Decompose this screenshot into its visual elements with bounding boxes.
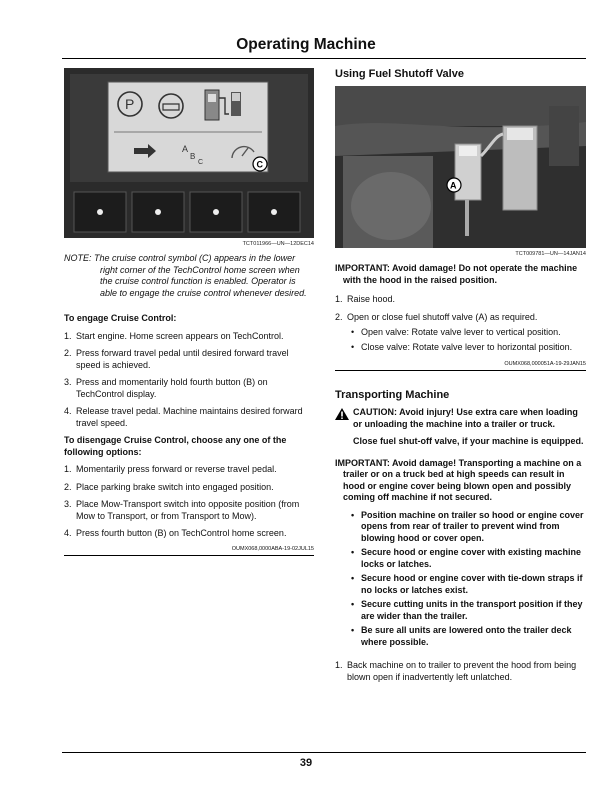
transport-heading: Transporting Machine: [335, 389, 450, 401]
disengage-steps: [64, 464, 314, 540]
list-item: 3. Press and momentarily hold fourth button (B) on TechControl display.: [64, 377, 268, 399]
list-item: 1. Raise hood.: [335, 294, 396, 304]
list-item: 1. Back machine on to trailer to prevent the hood from being blown open if inadvertently left unlatched.: [335, 660, 577, 682]
fuel-shutoff-illustration: [335, 86, 586, 248]
list-item: 4. Press fourth button (B) on TechControl home screen.: [64, 528, 287, 538]
svg-text:C: C: [198, 159, 204, 166]
list-item: • Position machine on trailer so hood or engine cover opens from rear of trailer to prevent wind from blowing hood or cover open.: [335, 510, 586, 545]
svg-text:P: P: [125, 96, 135, 112]
svg-text:B: B: [190, 152, 196, 161]
list-item: • Close valve: Rotate valve lever to horizontal position.: [335, 342, 586, 354]
page-number: 39: [299, 757, 313, 769]
cruise-control-note: NOTE: The cruise control symbol (C) appears in the lower right corner of the TechControl home screen when the cruise control function is enabled. Operator is able to engage the cruise control whenever desired.: [64, 253, 307, 298]
list-item: • Secure cutting units in the transport position if they are wider than the trailer.: [335, 599, 586, 622]
list-item: 4. Release travel pedal. Machine maintains desired forward travel speed.: [64, 406, 303, 428]
list-item: 1. Momentarily press forward or reverse travel pedal.: [64, 464, 277, 474]
header-rule: [62, 58, 586, 59]
important-transport: IMPORTANT: Avoid damage! Transporting a machine on a trailer or on a truck bed at high speeds can result in hood or engine cover being blown open and possibly coming off machine if not secured.: [335, 457, 582, 502]
techcontrol-display-figure: [64, 68, 314, 238]
list-item: 2. Place parking brake switch into engaged position.: [64, 481, 274, 492]
disengage-heading: To disengage Cruise Control, choose any one of the following options:: [64, 435, 287, 457]
reference-code: OUMX068,0000ABA-19-02JUL15: [64, 546, 314, 556]
fuel-steps: [335, 294, 586, 323]
warning-icon: [335, 408, 349, 420]
svg-text:A: A: [182, 144, 189, 154]
techcontrol-display-illustration: [64, 68, 314, 238]
caution-block: [335, 407, 586, 448]
reference-code: OUMX068,000051A-19-29JAN15: [335, 361, 586, 371]
list-item: 2. Open or close fuel shutoff valve (A) as required.: [335, 311, 538, 322]
figure-caption: TCT011966—UN—12DEC14: [242, 241, 314, 247]
list-item: • Secure hood or engine cover with existing machine locks or latches.: [335, 547, 586, 570]
callout-a: A: [450, 180, 457, 191]
left-column: [64, 68, 314, 556]
transport-steps: [335, 660, 586, 683]
page-title: Operating Machine: [236, 36, 376, 53]
caution-text: CAUTION: Avoid injury! Use extra care when loading or unloading the machine into a trailer or truck.: [353, 407, 578, 429]
list-item: 2. Press forward travel pedal until desired forward travel speed is achieved.: [64, 348, 289, 370]
list-item: 3. Place Mow-Transport switch into opposite position (from Mow to Transport, or from Transport to Mow).: [64, 499, 300, 521]
list-item: • Open valve: Rotate valve lever to vertical position.: [335, 327, 586, 339]
list-item: • Secure hood or engine cover with tie-down straps if no locks or latches exist.: [335, 573, 586, 596]
list-item: • Be sure all units are lowered onto the trailer deck where possible.: [335, 625, 586, 648]
fuel-shutoff-heading: Using Fuel Shutoff Valve: [335, 68, 464, 80]
fuel-shutoff-figure: [335, 86, 586, 248]
right-column: [335, 68, 586, 689]
important-hood: IMPORTANT: Avoid damage! Do not operate the machine with the hood in the raised position.: [335, 263, 578, 285]
figure-caption: TCT009781—UN—14JAN14: [515, 251, 586, 257]
transport-bullets: [335, 510, 586, 649]
engage-steps: [64, 331, 314, 430]
footer-rule: [62, 752, 586, 753]
engage-heading: To engage Cruise Control:: [64, 313, 177, 323]
caution-fuel-text: Close fuel shut-off valve, if your machine is equipped.: [353, 436, 584, 446]
list-item: 1. Start engine. Home screen appears on TechControl.: [64, 330, 284, 341]
fuel-valve-bullets: [335, 327, 586, 353]
callout-c: C: [256, 159, 263, 170]
